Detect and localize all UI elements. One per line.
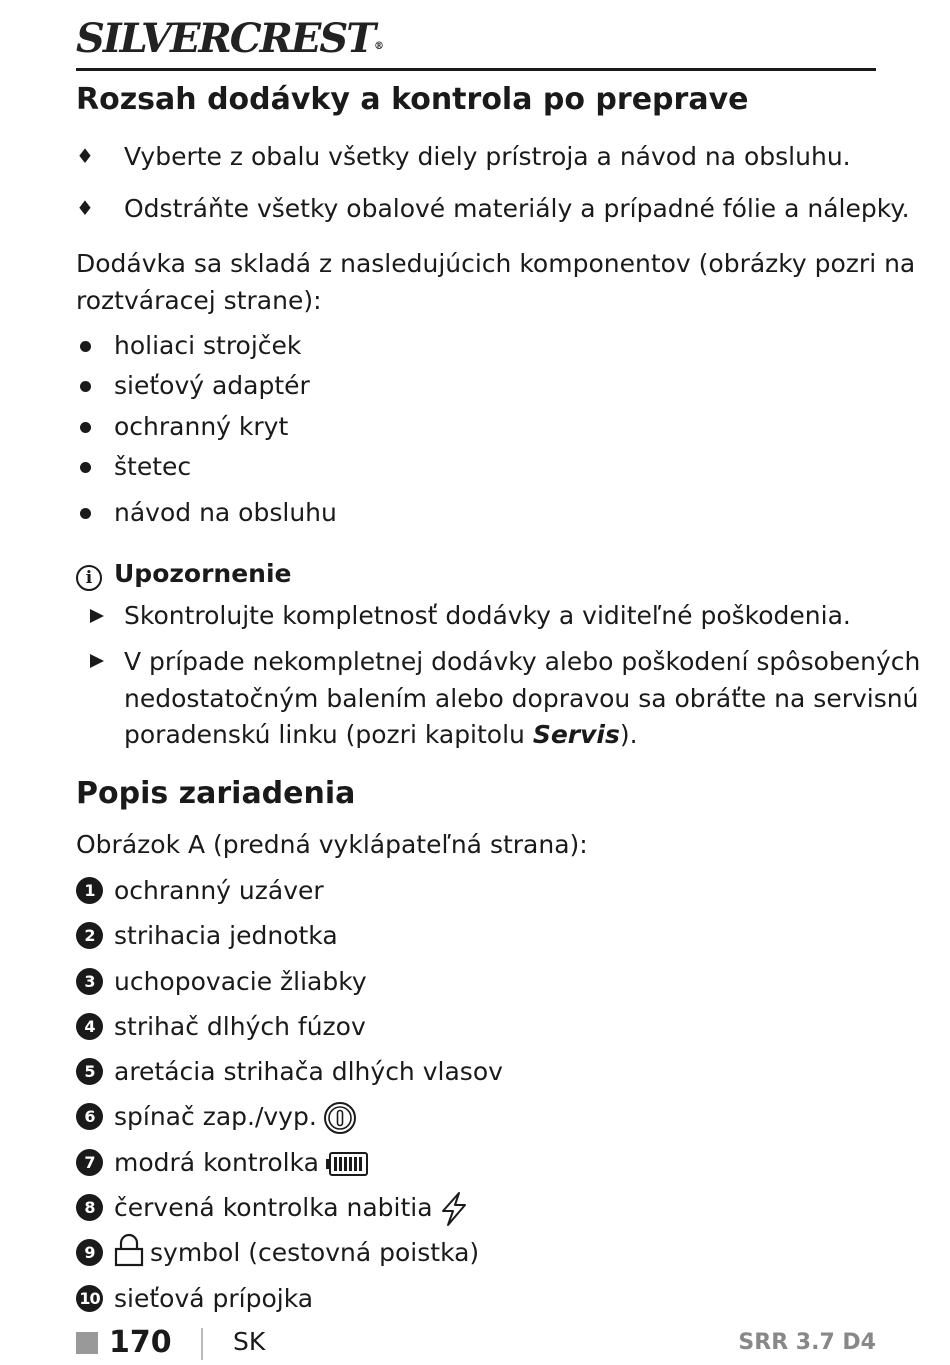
part-label: strihač dlhých fúzov xyxy=(114,1012,366,1041)
footer-square xyxy=(76,1332,98,1354)
component-item: ochranný kryt xyxy=(114,412,289,441)
part-label: ochranný uzáver xyxy=(114,876,324,905)
bullet-dot-icon xyxy=(80,341,91,352)
header-rule xyxy=(76,68,876,71)
intro-line: roztváracej strane): xyxy=(76,286,322,315)
note-item-line: poradenskú linku (pozri kapitolu Servis). xyxy=(124,720,638,749)
step-item: Odstráňte všetky obalové materiály a prípadné fólie a nálepky. xyxy=(124,194,910,223)
part-label: aretácia strihača dlhých vlasov xyxy=(114,1057,503,1086)
bullet-dot-icon xyxy=(80,381,91,392)
lightning-icon xyxy=(439,1191,469,1227)
part-number-badge: 1 xyxy=(76,877,103,904)
part-label-row xyxy=(114,1098,357,1135)
info-icon: i xyxy=(76,565,102,591)
section-title-device: Popis zariadenia xyxy=(76,776,356,811)
part-number-badge: 3 xyxy=(76,968,103,995)
part-label: modrá kontrolka xyxy=(114,1148,319,1177)
component-item: holiaci strojček xyxy=(114,331,302,360)
power-icon xyxy=(323,1101,357,1135)
component-item: sieťový adaptér xyxy=(114,371,310,400)
part-label-row xyxy=(114,1144,369,1181)
arrow-bullet-icon xyxy=(90,609,104,623)
bullet-dot-icon xyxy=(80,508,91,519)
step-item: Vyberte z obalu všetky diely prístroja a návod na obsluhu. xyxy=(124,142,851,171)
note-item-line: nedostatočným balením alebo dopravou sa obráťte na servisnú xyxy=(124,684,919,713)
diamond-bullet-icon: ♦ xyxy=(76,144,94,168)
footer-divider xyxy=(201,1328,203,1360)
figure-caption: Obrázok A (predná vyklápateľná strana): xyxy=(76,830,588,859)
bullet-dot-icon xyxy=(80,462,91,473)
note-item: Skontrolujte kompletnosť dodávky a viditeľné poškodenia. xyxy=(124,601,851,630)
part-number-badge: 6 xyxy=(76,1103,103,1130)
bullet-dot-icon xyxy=(80,422,91,433)
battery-icon xyxy=(325,1151,369,1177)
part-number-badge: 2 xyxy=(76,922,103,949)
part-label: sieťová prípojka xyxy=(114,1284,314,1313)
chapter-reference: Servis xyxy=(532,720,620,749)
part-label: strihacia jednotka xyxy=(114,921,338,950)
note-item-line: V prípade nekompletnej dodávky alebo poškodení spôsobených xyxy=(124,647,921,676)
component-item: návod na obsluhu xyxy=(114,498,337,527)
part-label: uchopovacie žliabky xyxy=(114,967,367,996)
arrow-bullet-icon xyxy=(90,654,104,668)
language-code: SK xyxy=(233,1327,266,1356)
part-label: červená kontrolka nabitia xyxy=(114,1193,433,1222)
part-number-badge: 10 xyxy=(76,1285,103,1312)
part-number-badge: 7 xyxy=(76,1149,103,1176)
part-label-row xyxy=(114,1234,479,1271)
intro-line: Dodávka sa skladá z nasledujúcich komponentov (obrázky pozri na xyxy=(76,249,916,278)
page-number: 170 xyxy=(109,1325,172,1360)
part-number-badge: 8 xyxy=(76,1194,103,1221)
component-item: štetec xyxy=(114,452,192,481)
note-title: Upozornenie xyxy=(114,559,292,588)
part-number-badge: 5 xyxy=(76,1058,103,1085)
part-number-badge: 9 xyxy=(76,1239,103,1266)
diamond-bullet-icon: ♦ xyxy=(76,196,94,220)
part-label: symbol (cestovná poistka) xyxy=(150,1238,480,1267)
part-number-badge: 4 xyxy=(76,1013,103,1040)
brand-logo: SILVERCREST® xyxy=(76,15,384,62)
part-label: spínač zap./vyp. xyxy=(114,1102,317,1131)
model-number: SRR 3.7 D4 xyxy=(738,1330,876,1355)
part-label-row xyxy=(114,1189,469,1227)
section-title-delivery: Rozsah dodávky a kontrola po preprave xyxy=(76,82,749,117)
lock-icon xyxy=(114,1233,144,1267)
